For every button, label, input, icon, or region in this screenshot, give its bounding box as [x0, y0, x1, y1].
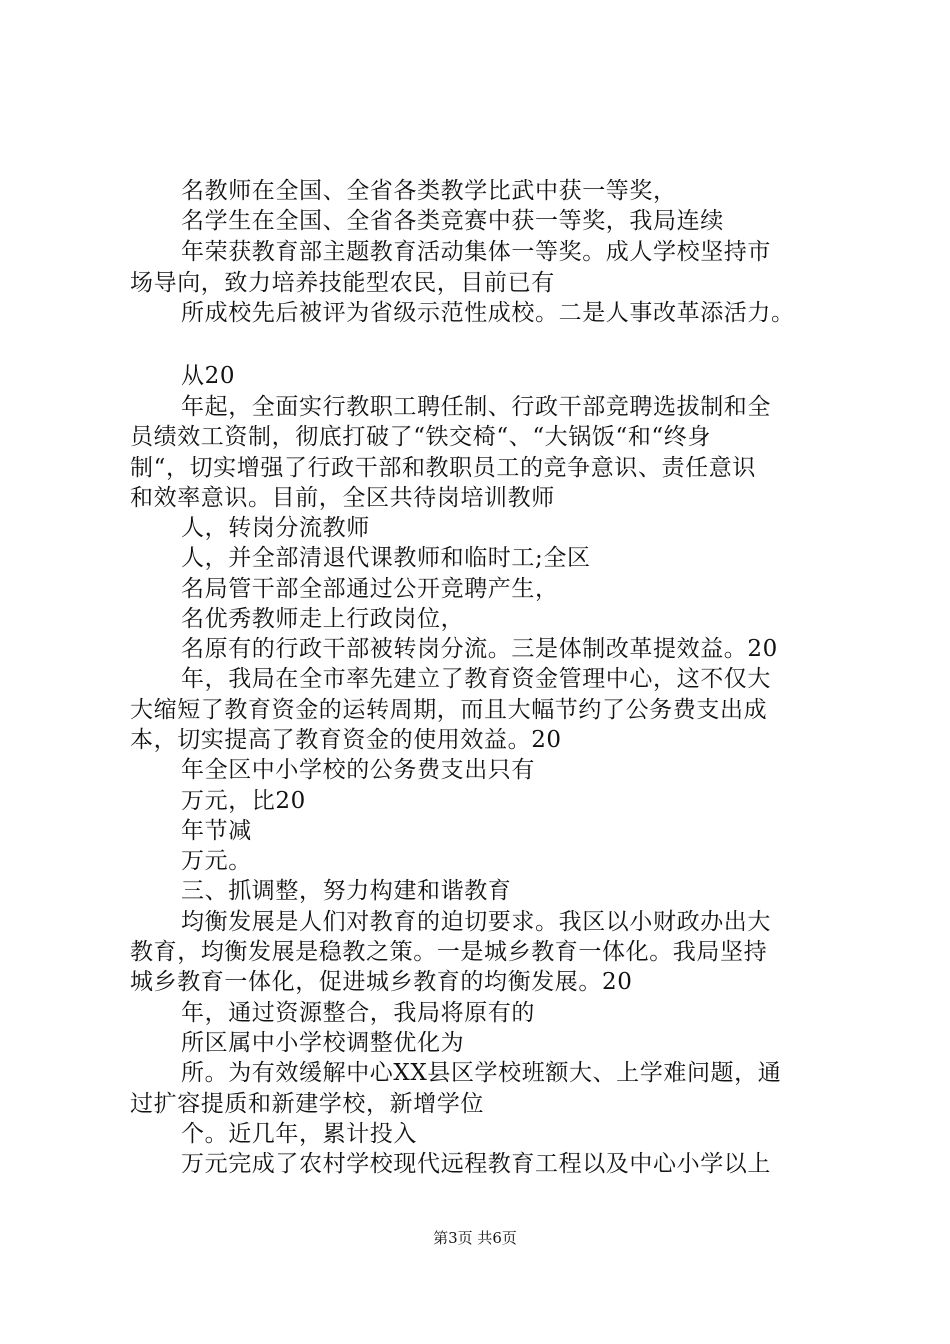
text-line: 所成校先后被评为省级示范性成校。二是人事改革添活力。: [181, 300, 795, 326]
text-line: 员绩效工资制，彻底打破了“铁交椅“、“大锅饭“和“终身: [130, 424, 711, 450]
text-line: 过扩容提质和新建学校，新增学位: [130, 1091, 484, 1117]
text-line: 年，通过资源整合，我局将原有的: [181, 1000, 535, 1026]
text-line: 名优秀教师走上行政岗位，: [181, 606, 465, 632]
text-line: 所区属中小学校调整优化为: [181, 1030, 465, 1056]
text-line: 万元，比20: [181, 788, 306, 814]
text-line: 万元。: [181, 848, 252, 874]
text-line: 万元完成了农村学校现代远程教育工程以及中心小学以上: [181, 1151, 771, 1177]
text-line: 名局管干部全部通过公开竞聘产生，: [181, 576, 559, 602]
text-line: 年，我局在全市率先建立了教育资金管理中心，这不仅大: [181, 666, 771, 692]
text-line: 本，切实提高了教育资金的使用效益。20: [130, 727, 562, 753]
text-line: 年全区中小学校的公务费支出只有: [181, 757, 535, 783]
text-line: 教育，均衡发展是稳教之策。一是城乡教育一体化。我局坚持: [130, 939, 768, 965]
text-line: 人，转岗分流教师: [181, 515, 370, 541]
text-line: 均衡发展是人们对教育的迫切要求。我区以小财政办出大: [181, 909, 771, 935]
section-heading: 三、抓调整，努力构建和谐教育: [181, 878, 512, 904]
text-line: 名原有的行政干部被转岗分流。三是体制改革提效益。20: [181, 636, 778, 662]
text-line: 年荣获教育部主题教育活动集体一等奖。成人学校坚持市: [181, 239, 771, 265]
text-line: 大缩短了教育资金的运转周期，而且大幅节约了公务费支出成: [130, 697, 768, 723]
text-line: 名学生在全国、全省各类竞赛中获一等奖，我局连续: [181, 208, 724, 234]
text-line: 从20: [181, 363, 236, 389]
text-line: 场导向，致力培养技能型农民，目前已有: [130, 270, 555, 296]
text-line: 个。近几年，累计投入: [181, 1121, 417, 1147]
text-line: 和效率意识。目前，全区共待岗培训教师: [130, 485, 555, 511]
text-line: 制“，切实增强了行政干部和教职员工的竞争意识、责任意识: [130, 455, 756, 481]
text-line: 年起，全面实行教职工聘任制、行政干部竞聘选拔制和全: [181, 394, 771, 420]
text-line: 人，并全部清退代课教师和临时工;全区: [181, 545, 591, 571]
text-line: 城乡教育一体化，促进城乡教育的均衡发展。20: [130, 969, 633, 995]
text-line: 年节减: [181, 818, 252, 844]
page-number-footer: 第3页 共6页: [433, 1229, 517, 1247]
text-line: 名教师在全国、全省各类教学比武中获一等奖，: [181, 178, 677, 204]
text-line: 所。为有效缓解中心XX县区学校班额大、上学难问题，通: [181, 1060, 782, 1086]
